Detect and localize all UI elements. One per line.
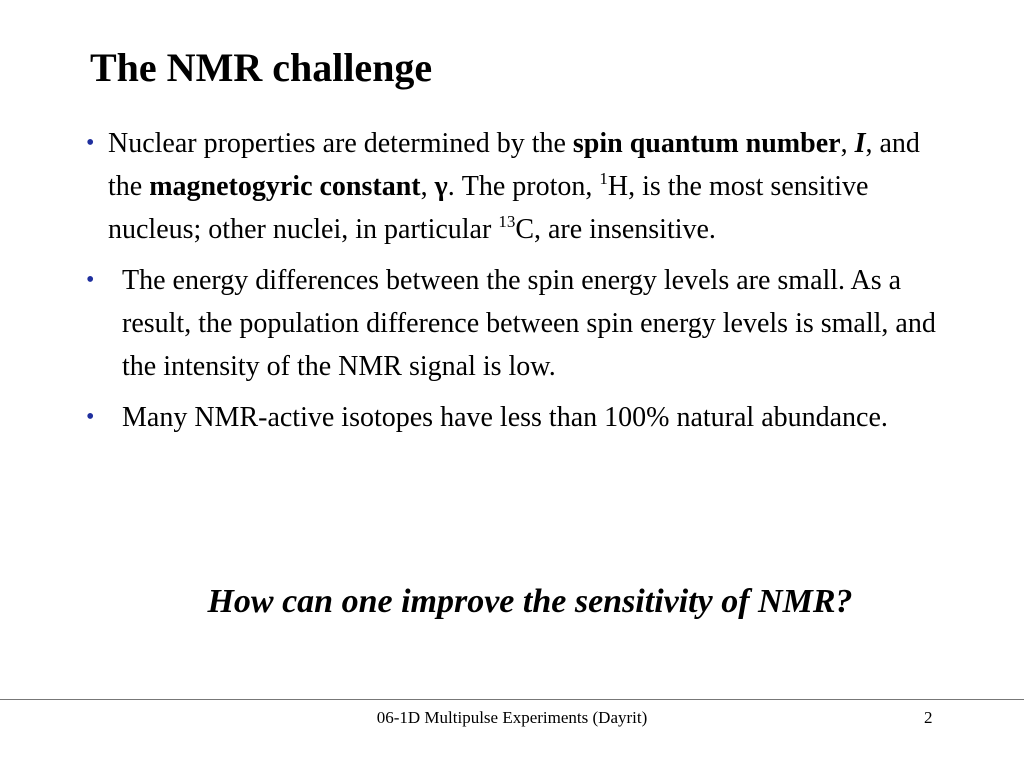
- text-run: . The proton,: [447, 171, 600, 202]
- bullet-text: The energy differences between the spin energy levels are small. As a result, the population difference between spin energy levels is small, and the intensity of the NMR signal is low.: [122, 265, 936, 382]
- bullet-dot-icon: •: [86, 130, 95, 156]
- symbol-spin-i: I: [854, 128, 866, 159]
- bullet-list: [86, 122, 956, 447]
- footer-text: 06-1D Multipulse Experiments (Dayrit): [376, 708, 648, 727]
- bullet-item-natural-abundance: [86, 396, 956, 439]
- term-spin-quantum-number: spin quantum number: [572, 128, 841, 159]
- bullet-dot-icon: •: [86, 404, 95, 430]
- bullet-text: [108, 122, 956, 251]
- text-run: C, are insensitive.: [515, 214, 716, 245]
- text-run: H, is the most sensitive nucleus; other nuclei, in particular: [108, 171, 869, 245]
- bullet-dot-icon: •: [86, 267, 95, 293]
- text-run: ,: [840, 128, 855, 159]
- bullet-item-energy-differences: [86, 259, 956, 388]
- symbol-gamma: γ: [434, 171, 448, 202]
- isotope-mass-13: 13: [498, 212, 516, 231]
- term-magnetogyric-constant: magnetogyric constant: [149, 171, 421, 202]
- footer-divider: [0, 699, 1024, 700]
- text-run: ,: [420, 171, 435, 202]
- text-run: Nuclear properties are determined by the: [108, 128, 573, 159]
- bullet-text: Many NMR-active isotopes have less than 100% natural abundance.: [122, 402, 888, 433]
- isotope-mass-1: 1: [599, 169, 608, 188]
- page-number: 2: [924, 708, 933, 727]
- slide-title: The NMR challenge: [90, 45, 433, 90]
- text-run: , and the: [108, 128, 920, 202]
- bullet-item-nuclear-properties: [86, 122, 956, 251]
- closing-question: How can one improve the sensitivity of NMR?: [207, 583, 853, 620]
